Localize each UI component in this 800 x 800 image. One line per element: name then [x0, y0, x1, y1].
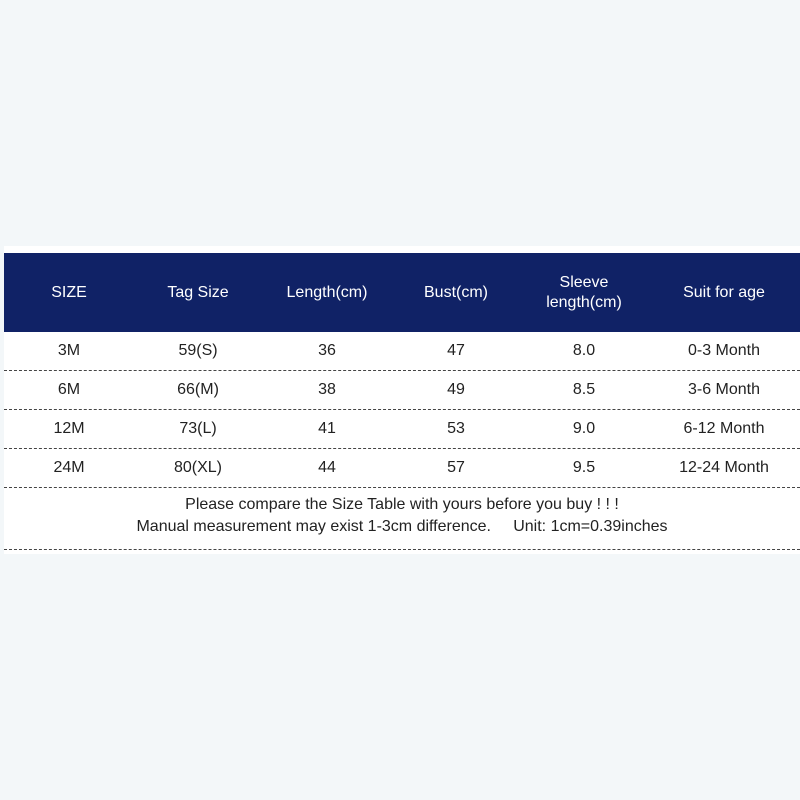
cell-sleeve-length: 9.0 [572, 420, 596, 437]
cell-bust: 47 [447, 342, 465, 359]
cell-size: 12M [53, 420, 85, 437]
cell-length: 38 [318, 381, 336, 398]
table-row [4, 449, 800, 488]
cell-length: 44 [318, 459, 336, 476]
cell-tag-size: 59(S) [178, 342, 218, 359]
cell-size: 6M [57, 381, 81, 398]
cell-sleeve-length: 9.5 [572, 459, 596, 476]
table-row [4, 332, 800, 371]
cell-bust: 53 [447, 420, 465, 437]
size-chart-table [4, 253, 800, 550]
header-tag-size: Tag Size [167, 283, 229, 301]
table-row [4, 371, 800, 410]
measurement-note: Manual measurement may exist 1-3cm difference. Unit: 1cm=0.39inches [136, 518, 668, 535]
cell-length: 36 [318, 342, 336, 359]
cell-length: 41 [318, 420, 336, 437]
cell-size: 3M [57, 342, 81, 359]
header-length: Length(cm) [286, 283, 368, 301]
table-header-row [4, 253, 800, 332]
cell-sleeve-length: 8.5 [572, 381, 596, 398]
cell-size: 24M [53, 459, 85, 476]
cell-tag-size: 73(L) [179, 420, 217, 437]
cell-bust: 49 [447, 381, 465, 398]
cell-sleeve-length: 8.0 [572, 342, 596, 359]
size-chart-notes [4, 488, 800, 550]
compare-note: Please compare the Size Table with yours before you buy ! ! ! [185, 496, 619, 513]
header-bust: Bust(cm) [424, 283, 488, 301]
cell-suit-for-age: 0-3 Month [687, 342, 761, 359]
table-row [4, 410, 800, 449]
header-suit-for-age: Suit for age [683, 283, 765, 301]
header-size: SIZE [51, 283, 87, 301]
header-sleeve-length: Sleeve length(cm) [546, 273, 622, 311]
cell-tag-size: 80(XL) [173, 459, 223, 476]
cell-bust: 57 [447, 459, 465, 476]
cell-suit-for-age: 3-6 Month [687, 381, 761, 398]
cell-suit-for-age: 12-24 Month [679, 459, 769, 476]
cell-tag-size: 66(M) [177, 381, 219, 398]
cell-suit-for-age: 6-12 Month [683, 420, 765, 437]
